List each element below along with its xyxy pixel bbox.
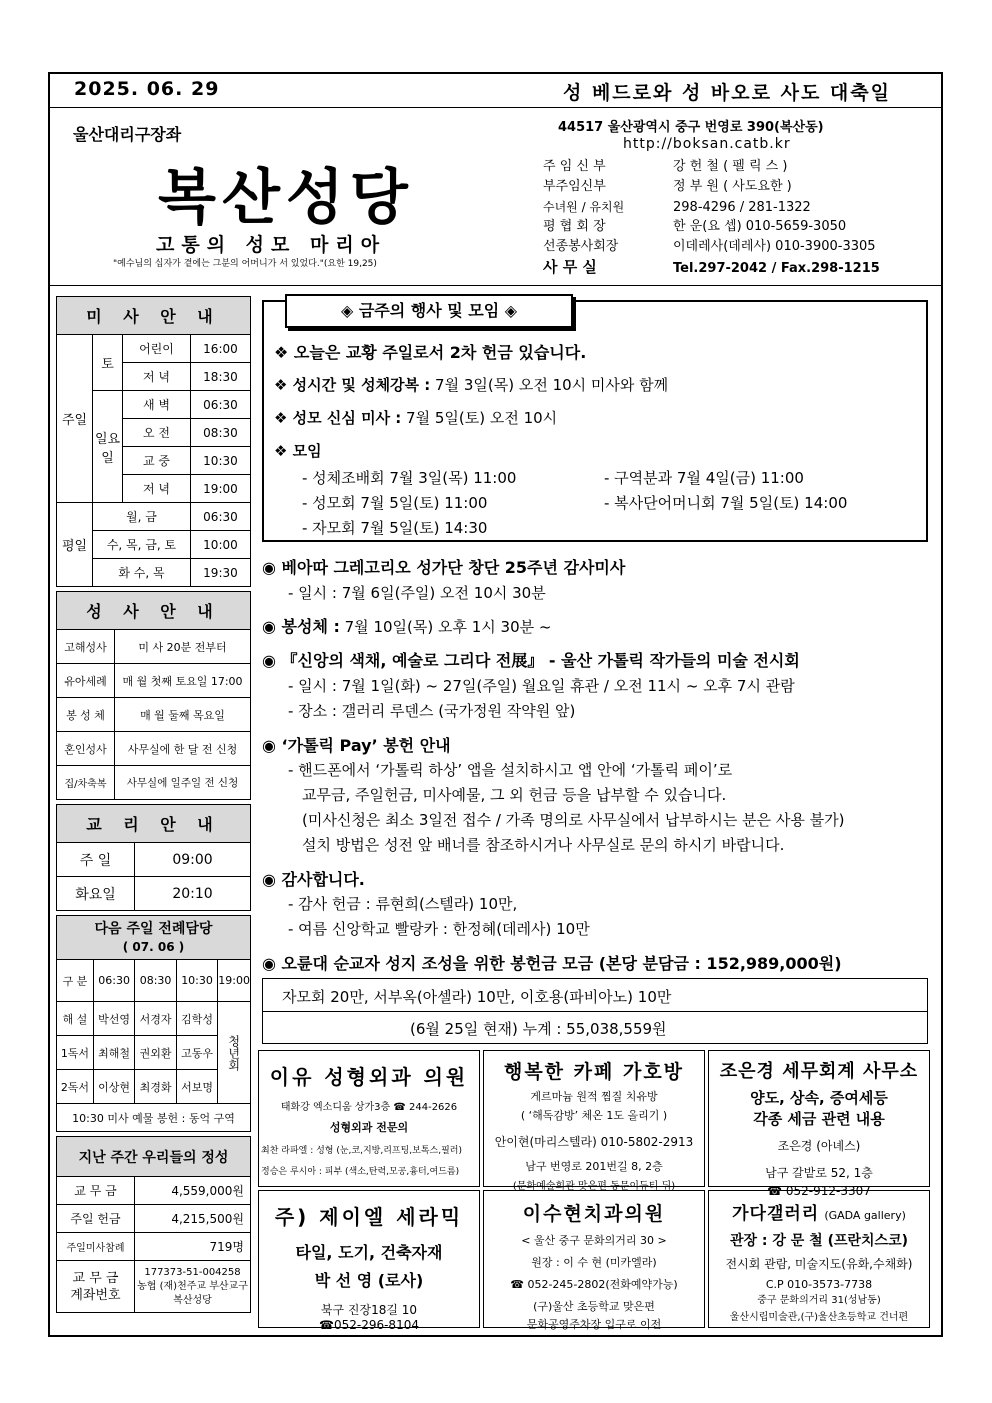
event-item: ❖ 성시간 및 성체강복 : 7월 3일(목) 오전 10시 미사와 함께 (274, 376, 669, 394)
liturgy-note: 10:30 미사 예물 봉헌 : 동억 구역 (57, 1104, 251, 1132)
liturgy-head: 19:00 (218, 960, 251, 1002)
notice-line: 설치 방법은 성전 앞 배너를 참조하시거나 사무실로 문의 하시기 바랍니다. (302, 836, 785, 854)
ad-line: (구)울산 초등학교 맞은편 (533, 1300, 655, 1313)
ad-title: 행복한 카페 가호방 (503, 1061, 685, 1083)
ad-title: 이수현치과의원 (522, 1203, 666, 1225)
liturgy-head: 06:30 (93, 960, 134, 1002)
ad-line: ☎ 052-245-2802(전화예약가능) (510, 1278, 678, 1291)
ad-line: 박 선 영 (로사) (314, 1271, 424, 1290)
ad-title: 가다갤러리 (732, 1204, 820, 1224)
account-number: 177373-51-004258 (144, 1266, 241, 1278)
mass-time: 10:30 (190, 447, 250, 475)
ad-line: 관장 : 강 문 철 (프란치스코) (729, 1233, 908, 1249)
sacrament-name: 유아세례 (57, 664, 115, 698)
feast-title: 성 베드로와 성 바오로 사도 대축일 (562, 82, 891, 104)
liturgy-person: 서보명 (176, 1070, 218, 1104)
contact-row: 선종봉사회장 이데레사(데레사) 010-3900-3305 (543, 239, 876, 254)
sacrament-value: 사무실에 일주일 전 신청 (115, 766, 251, 800)
ad-line: ☎ 052-912-3307 (767, 1184, 871, 1198)
liturgy-head: 구 분 (57, 960, 94, 1002)
contact-row: 수녀원 / 유치원 298-4296 / 281-1322 (543, 200, 811, 215)
church-name: 복산성당 (158, 163, 414, 233)
mass-time: 16:00 (190, 335, 250, 363)
notice-line: - 장소 : 갤러리 루덴스 (국가정원 작약원 앞) (288, 702, 576, 720)
sacrament-value: 매 월 둘째 목요일 (115, 698, 251, 732)
ad-gallery (708, 1190, 930, 1328)
offering-name: 주일 헌금 (57, 1205, 135, 1233)
liturgy-head: 08:30 (135, 960, 176, 1002)
meeting-item: - 구역분과 7월 4일(금) 11:00 (604, 469, 804, 487)
mass-name: 어린이 (123, 335, 191, 363)
contact-row: 사 무 실 Tel.297-2042 / Fax.298-1215 (543, 258, 880, 276)
ad-line: C.P 010-3573-7738 (765, 1278, 873, 1291)
catechism-day: 화요일 (57, 877, 135, 911)
offering-table (56, 1136, 251, 1313)
liturgy-person: 박선영 (93, 1002, 134, 1036)
account-name: 복산성당 (173, 1294, 212, 1306)
event-item: ❖ 오늘은 교황 주일로서 2차 헌금 있습니다. (274, 343, 587, 362)
sacrament-name: 고해성사 (57, 630, 115, 664)
offering-name: 교 무 금 (57, 1177, 135, 1205)
ad-line: 중구 문화의거리 31(성남동) (757, 1295, 881, 1306)
church-address: 44517 울산광역시 중구 번영로 390(복산동) (558, 120, 824, 135)
catechism-time: 09:00 (135, 843, 251, 877)
ad-line: 북구 진장18길 10 (320, 1303, 418, 1317)
account-bank: 농협 (재)천주교 부산교구 (137, 1280, 248, 1292)
bulletin-date: 2025. 06. 29 (74, 78, 220, 100)
offering-value: 4,215,500원 (135, 1205, 251, 1233)
scripture-quote: "예수님의 십자가 곁에는 그분의 어머니가 서 있었다."(요한 19,25) (113, 259, 377, 269)
meeting-item: - 성모회 7월 5일(토) 11:00 (302, 494, 488, 512)
sacrament-name: 혼인성사 (57, 732, 115, 766)
donation-donors: 자모회 20만, 서부옥(아셀라) 10만, 이호용(파비아노) 10만 (282, 988, 672, 1006)
offering-value: 4,559,000원 (135, 1177, 251, 1205)
catechism-table (56, 804, 251, 911)
mass-name: 교 중 (123, 447, 191, 475)
mass-title: 미 사 안 내 (57, 297, 251, 335)
notice-line: - 일시 : 7월 6일(주일) 오전 10시 30분 (288, 584, 546, 602)
patron-name: 고통의 성모 마리아 (156, 234, 387, 256)
mass-time: 06:30 (190, 503, 250, 531)
event-item: ❖ 모임 (274, 442, 322, 460)
donation-total: (6월 25일 현재) 누계 : 55,038,559원 (410, 1020, 667, 1038)
ad-line: 게르마늄 원적 찜질 치유방 (530, 1090, 658, 1103)
donation-divider (262, 1011, 928, 1012)
catechism-title: 교 리 안 내 (57, 805, 251, 843)
weekday-label: 평일 (57, 503, 93, 587)
mass-time: 19:30 (190, 559, 250, 587)
liturgy-person: 권외환 (135, 1036, 176, 1070)
ad-line: 전시회 관람, 미술지도(유화,수채화) (725, 1257, 913, 1271)
liturgy-date: ( 07. 06 ) (122, 939, 185, 954)
youth-label: 청년회 (218, 1002, 251, 1104)
ad-clinic (258, 1050, 480, 1187)
ad-line: ( ‘해독감방’ 체온 1도 올리기 ) (520, 1109, 668, 1122)
account-label: 교 무 금 계좌번호 (57, 1261, 135, 1313)
saturday-label: 토 (93, 335, 123, 391)
mass-time: 19:00 (190, 475, 250, 503)
sunday-day-label: 일요일 (93, 391, 123, 503)
ad-cafe (483, 1050, 705, 1192)
meeting-item: - 자모회 7월 5일(토) 14:30 (302, 519, 488, 537)
sacrament-value: 매 월 첫째 토요일 17:00 (115, 664, 251, 698)
sacrament-value: 사무실에 한 달 전 신청 (115, 732, 251, 766)
ad-line: 성형외과 전문의 (329, 1121, 409, 1134)
liturgy-person: 서경자 (135, 1002, 176, 1036)
ad-title: 주) 제이엘 세라믹 (274, 1205, 464, 1229)
liturgy-table (56, 915, 251, 1132)
masthead (48, 108, 943, 286)
ad-subtitle: (GADA gallery) (824, 1209, 906, 1222)
mass-time: 18:30 (190, 363, 250, 391)
notice-title: ◉ 『신앙의 색채, 예술로 그리다 전展』 - 울산 가톨릭 작가들의 미술 전시회 (262, 651, 800, 670)
events-title: ◈ 금주의 행사 및 모임 ◈ (285, 294, 573, 328)
event-item: ❖ 성모 신심 미사 : 7월 5일(토) 오전 10시 (274, 409, 558, 427)
sunday-label: 주일 (57, 335, 93, 503)
liturgy-role: 1독서 (57, 1036, 94, 1070)
notice-line: - 핸드폰에서 ‘가톨릭 하상’ 앱을 설치하시고 앱 안에 ‘가톨릭 페이’로 (288, 761, 733, 779)
mass-name: 화 수, 목 (93, 559, 191, 587)
ad-line: ☎052-296-8104 (319, 1318, 419, 1332)
ad-line: 각종 세금 관련 내용 (753, 1110, 885, 1128)
ad-line: (문화예술회관 맞은편 동문이듀티 뒤) (512, 1181, 676, 1192)
ad-tax (708, 1050, 930, 1198)
sacrament-title: 성 사 안 내 (57, 592, 251, 630)
contact-row: 주 임 신 부 강 헌 철 ( 펠 릭 스 ) (543, 159, 788, 174)
notice-line: (미사신청은 최소 3일전 접수 / 가족 명의로 사무실에서 납부하시는 분은 사용 불가) (302, 811, 845, 829)
mass-schedule-table (56, 296, 251, 587)
top-bar (48, 72, 943, 108)
ad-title: 조은경 세무회계 사무소 (719, 1061, 919, 1082)
liturgy-person: 김학성 (176, 1002, 218, 1036)
sacrament-name: 봉 성 체 (57, 698, 115, 732)
mass-name: 월, 금 (93, 503, 191, 531)
liturgy-title-cell (57, 916, 251, 960)
notice-line: - 일시 : 7월 1일(화) ~ 27일(주일) 월요일 휴관 / 오전 11시 ~ 오후 7시 관람 (288, 677, 795, 695)
liturgy-head: 10:30 (176, 960, 218, 1002)
ad-line: 원장 : 이 수 현 (미카엘라) (531, 1256, 657, 1269)
notice-title: ◉ 오륜대 순교자 성지 조성을 위한 봉헌금 모금 (본당 분담금 : 152,989,000원) (262, 954, 842, 973)
offering-name: 주일미사참례 (57, 1233, 135, 1261)
ad-line: 태화강 엑소디움 상가3층 ☎ 244-2626 (280, 1102, 458, 1113)
sacrament-value: 미 사 20분 전부터 (115, 630, 251, 664)
notice-title: ◉ 베아따 그레고리오 성가단 창단 25주년 감사미사 (262, 558, 626, 577)
contact-row: 부주임신부 정 부 원 ( 사도요한 ) (543, 179, 792, 194)
mass-name: 오 전 (123, 419, 191, 447)
offering-value: 719명 (135, 1233, 251, 1261)
notice-line: - 여름 신앙학교 빨랑카 : 한정혜(데레사) 10만 (288, 920, 590, 938)
church-url[interactable]: http://boksan.catb.kr (623, 136, 791, 152)
contact-row: 평 협 회 장 한 운(요 셉) 010-5659-3050 (543, 219, 847, 234)
notice-title: ◉ 감사합니다. (262, 870, 365, 889)
ad-title-row (709, 1199, 929, 1224)
ad-line: 조은경 (아녜스) (777, 1139, 861, 1153)
ad-line: 남구 갈밭로 52, 1층 (765, 1166, 873, 1180)
account-info (135, 1261, 251, 1313)
liturgy-person: 이상현 (93, 1070, 134, 1104)
meeting-item: - 복사단어머니회 7월 5일(토) 14:00 (604, 494, 848, 512)
diocese-label: 울산대리구장좌 (73, 125, 182, 144)
liturgy-role: 2독서 (57, 1070, 94, 1104)
mass-name: 저 녁 (123, 363, 191, 391)
mass-name: 저 녁 (123, 475, 191, 503)
offering-title: 지난 주간 우리들의 정성 (57, 1137, 251, 1177)
liturgy-person: 고동우 (176, 1036, 218, 1070)
ad-ceramic (258, 1190, 480, 1332)
ad-line: 남구 번영로 201번길 8, 2층 (525, 1160, 663, 1173)
ad-line: 정승은 루시아 : 피부 (색소,탄력,모공,흉터,여드름) (261, 1167, 460, 1177)
mass-time: 08:30 (190, 419, 250, 447)
ad-title: 이유 성형외과 의원 (269, 1065, 469, 1089)
mass-name: 새 벽 (123, 391, 191, 419)
notice-line: - 감사 헌금 : 류현희(스텔라) 10만, (288, 895, 518, 913)
ad-line: 타일, 도기, 건축자재 (295, 1243, 443, 1262)
ad-line: 안이현(마리스텔라) 010-5802-2913 (494, 1135, 694, 1149)
ad-line: 문화공영주차장 입구로 이전 (526, 1318, 662, 1331)
ad-line: 최찬 라파엘 : 성형 (눈,코,지방,리프팅,보톡스,필러) (261, 1146, 462, 1156)
catechism-day: 주 일 (57, 843, 135, 877)
ad-dental (483, 1190, 705, 1331)
mass-time: 06:30 (190, 391, 250, 419)
liturgy-role: 해 설 (57, 1002, 94, 1036)
sacrament-name: 집/차축복 (57, 766, 115, 800)
mass-time: 10:00 (190, 531, 250, 559)
sacrament-table (56, 591, 251, 800)
notice-line: 교무금, 주일헌금, 미사예물, 그 외 헌금 등을 납부할 수 있습니다. (302, 786, 727, 804)
ad-line: < 울산 중구 문화의거리 30 > (521, 1234, 667, 1247)
mass-name: 수, 목, 금, 토 (93, 531, 191, 559)
left-column (56, 296, 251, 1313)
catechism-time: 20:10 (135, 877, 251, 911)
ad-line: 울산시립미술관,(구)울산초등학교 건너편 (729, 1312, 909, 1323)
liturgy-title: 다음 주일 전례담당 (94, 920, 213, 937)
ad-line: 양도, 상속, 증여세등 (750, 1089, 888, 1107)
liturgy-person: 최해철 (93, 1036, 134, 1070)
notice-title: ◉ ‘가톨릭 Pay’ 봉헌 안내 (262, 736, 451, 755)
meeting-item: - 성체조배회 7월 3일(목) 11:00 (302, 469, 517, 487)
liturgy-person: 최경화 (135, 1070, 176, 1104)
notice-title: ◉ 봉성체 : 7월 10일(목) 오후 1시 30분 ~ (262, 617, 552, 636)
